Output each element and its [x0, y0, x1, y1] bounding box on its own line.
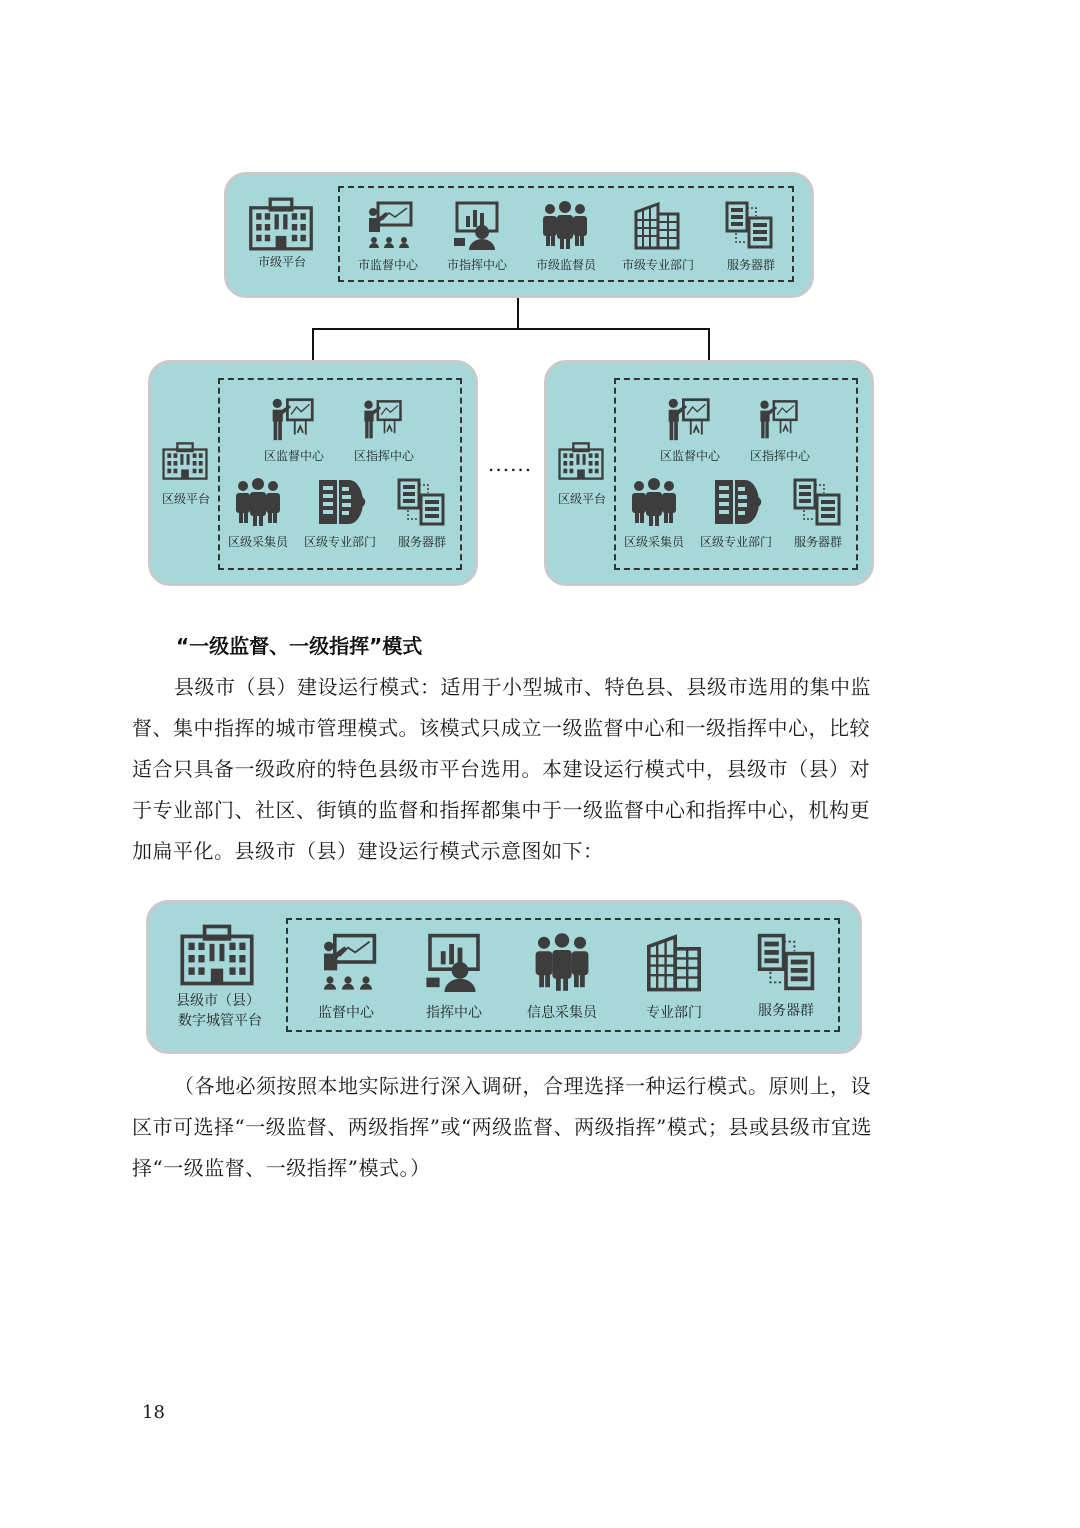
district-platform-label: 区级平台: [161, 492, 211, 506]
county-platform-label-line1: 县级市（县）: [176, 993, 260, 1009]
pointing-presenter-icon: [358, 398, 406, 440]
city-platform-label: 市级平台: [257, 255, 307, 269]
server-cluster-label: 服务器群: [758, 1003, 814, 1019]
district-server-label: 服务器群: [397, 535, 447, 549]
supervision-center-label: 监督中心: [318, 1005, 374, 1021]
district-command-center-label: 区指挥中心: [749, 449, 811, 463]
connector-line: [312, 328, 710, 330]
district-department-label: 区级专业部门: [303, 535, 377, 549]
district-supervision-center-label: 区监督中心: [659, 449, 721, 463]
district-building-icon: [162, 436, 208, 486]
office-building-icon: [642, 932, 706, 992]
connector-line: [517, 298, 519, 328]
district-collector-label: 区级采集员: [227, 535, 289, 549]
group-icon: [629, 477, 679, 527]
district-platform-label: 区级平台: [557, 492, 607, 506]
pointing-presenter-icon: [754, 398, 802, 440]
city-command-center-label: 市指挥中心: [446, 258, 508, 272]
presentation-icon: [318, 932, 378, 992]
district-server-label: 服务器群: [793, 535, 843, 549]
page-number: 18: [142, 1402, 165, 1423]
group-icon: [530, 932, 594, 992]
district-command-center-label: 区指挥中心: [353, 449, 415, 463]
presentation-icon: [364, 200, 414, 250]
group-icon: [540, 200, 590, 250]
monitor-icon: [452, 200, 502, 250]
district-collector-label: 区级采集员: [623, 535, 685, 549]
county-platform-label-line2: 数字城管平台: [178, 1013, 262, 1029]
district-supervision-center-label: 区监督中心: [263, 449, 325, 463]
connector-line: [708, 328, 710, 362]
connector-line: [312, 328, 314, 362]
city-department-label: 市级专业部门: [621, 258, 695, 272]
ellipsis: ......: [488, 452, 533, 476]
pointing-presenter-icon: [266, 396, 318, 442]
paragraph-1: 县级市（县）建设运行模式：适用于小型城市、特色县、县级市选用的集中监督、集中指挥的城市管理模式。该模式只成立一级监督中心和一级指挥中心，比较适合只具备一级政府的特色县级市平台选用。本建设运行模式中，县级市（县）对于专业部门、社区、街镇的监督和指挥都集中于一级监督中心和指挥中心，机构更加扁平化。县级市（县）建设运行模式示意图如下：: [132, 675, 871, 863]
server-icon: [792, 477, 842, 527]
department-gear-icon: [712, 477, 762, 527]
server-icon: [754, 932, 818, 992]
city-building-icon: [248, 197, 314, 251]
paragraph-2: （各地必须按照本地实际进行深入调研，合理选择一种运行模式。原则上，设区市可选择“一级监督、两级指挥”或“两级监督、两级指挥”模式；县或县级市宜选择“一级监督、一级指挥”模式。）: [132, 1074, 872, 1180]
office-building-icon: [632, 200, 682, 250]
group-icon: [233, 477, 283, 527]
city-supervision-center-label: 市监督中心: [357, 258, 419, 272]
command-center-label: 指挥中心: [426, 1005, 482, 1021]
city-supervisor-label: 市级监督员: [535, 258, 597, 272]
monitor-icon: [424, 932, 484, 992]
server-icon: [396, 477, 446, 527]
department-gear-icon: [316, 477, 366, 527]
information-collector-label: 信息采集员: [527, 1005, 597, 1021]
district-building-icon: [558, 436, 604, 486]
department-label: 专业部门: [646, 1005, 702, 1021]
city-server-label: 服务器群: [726, 258, 776, 272]
section-heading: “一级监督、一级指挥”模式: [176, 634, 423, 658]
district-department-label: 区级专业部门: [699, 535, 773, 549]
county-building-icon: [176, 924, 258, 986]
pointing-presenter-icon: [662, 396, 714, 442]
server-icon: [724, 200, 774, 250]
